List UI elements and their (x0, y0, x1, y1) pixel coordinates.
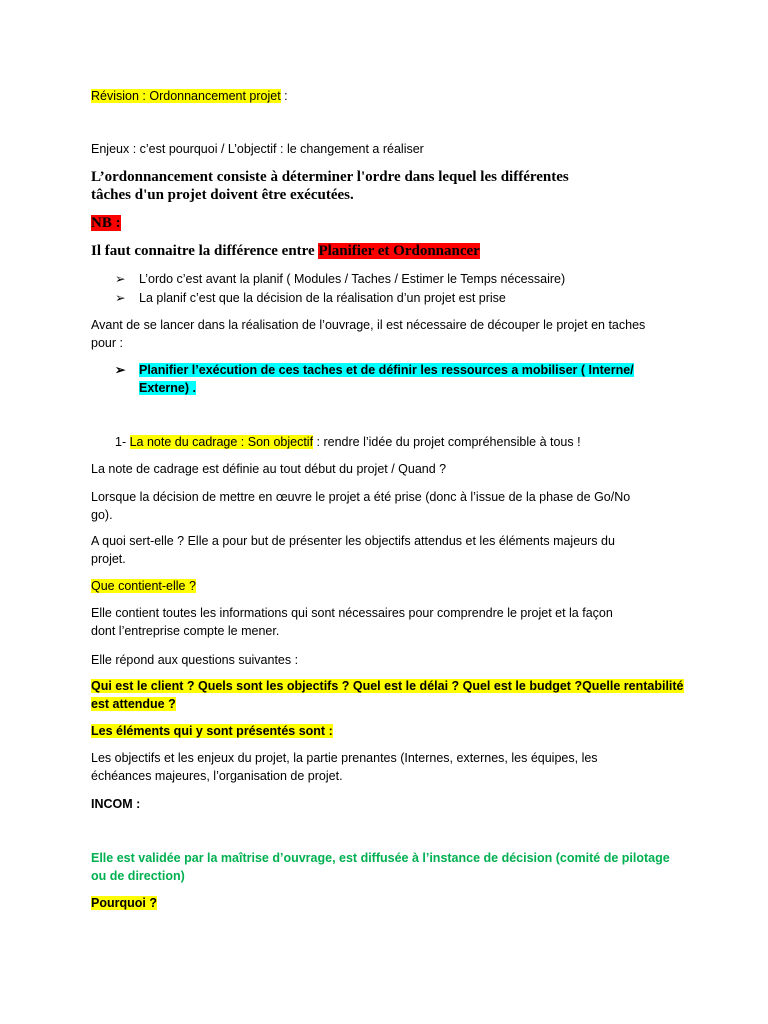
arrow-bullet-icon: ➢ (115, 363, 126, 377)
que-contient-highlight: Que contient-elle ? (91, 579, 196, 593)
section-1-highlight: La note du cadrage : Son objectif (129, 435, 314, 449)
arrow-bullet-icon: ➢ (115, 272, 126, 286)
bullet-item-2: La planif c’est que la décision de la réalisation d’un projet est prise (139, 291, 506, 305)
avant-line-1: Avant de se lancer dans la réalisation de l’ouvrage, il est nécessaire de découper le projet en taches (91, 318, 646, 332)
contient-line-1: Elle contient toutes les informations qui sont nécessaires pour comprendre le projet et la façon (91, 606, 613, 620)
repond-line: Elle répond aux questions suivantes : (91, 653, 299, 667)
nb-label (91, 214, 121, 232)
objectifs-line-1: Les objectifs et les enjeux du projet, la partie prenantes (Internes, externes, les équipes, les (91, 751, 598, 765)
pourquoi-highlight: Pourquoi ? (91, 896, 157, 910)
questions-highlight-2: est attendue ? (91, 697, 176, 711)
pourquoi-heading (91, 894, 157, 912)
note-quand-line: La note de cadrage est définie au tout début du projet / Quand ? (91, 462, 447, 476)
validee-line-2: ou de direction) (91, 869, 185, 883)
validee-line-1: Elle est validée par la maîtrise d’ouvrage, est diffusée à l’instance de décision (comité de pilotage (91, 851, 670, 865)
elements-heading (91, 722, 333, 740)
aquoi-line-2: projet. (91, 552, 126, 566)
elements-highlight: Les éléments qui y sont présentés sont : (91, 724, 333, 738)
planifier-line-2 (139, 379, 196, 397)
questions-line-2 (91, 695, 176, 713)
section-1-rest: : rendre l’idée du projet compréhensible à tous ! (313, 435, 581, 449)
title-highlight: Révision : Ordonnancement projet (91, 89, 281, 103)
enjeux-line: Enjeux : c’est pourquoi / L’objectif : le changement a réaliser (91, 142, 424, 156)
title-suffix: : (280, 89, 288, 103)
title-line (91, 87, 288, 105)
section-1-number: 1- (115, 435, 130, 449)
avant-line-2: pour : (91, 336, 123, 350)
definition-line-1: L’ordonnancement consiste à déterminer l'ordre dans lequel les différentes (91, 169, 569, 185)
difference-prefix: Il faut connaitre la différence entre (91, 243, 319, 259)
aquoi-line-1: A quoi sert-elle ? Elle a pour but de présenter les objectifs attendus et les éléments majeurs du (91, 534, 615, 548)
difference-line (91, 242, 480, 260)
planifier-highlight-1: Planifier l’exécution de ces taches et de définir les ressources a mobiliser ( Interne/ (139, 363, 634, 377)
objectifs-line-2: échéances majeures, l’organisation de projet. (91, 769, 343, 783)
questions-highlight-1: Qui est le client ? Quels sont les objectifs ? Quel est le délai ? Quel est le budget ?Quelle rentabilité (91, 679, 684, 693)
section-1-heading (115, 433, 581, 451)
lorsque-line-2: go). (91, 508, 113, 522)
questions-line-1 (91, 677, 684, 695)
lorsque-line-1: Lorsque la décision de mettre en œuvre le projet a été prise (donc à l’issue de la phase de Go/No (91, 490, 631, 504)
nb-text: NB : (91, 215, 121, 231)
contient-line-2: dont l’entreprise compte le mener. (91, 624, 280, 638)
arrow-bullet-icon: ➢ (115, 291, 126, 305)
incom-label: INCOM : (91, 797, 141, 811)
planifier-highlight-2: Externe) . (139, 381, 196, 395)
definition-line-2: tâches d'un projet doivent être exécutées. (91, 187, 354, 203)
planifier-line-1 (139, 361, 634, 379)
difference-highlight: Planifier et Ordonnancer (318, 243, 480, 259)
que-contient-heading (91, 577, 196, 595)
bullet-item-1: L’ordo c’est avant la planif ( Modules / Taches / Estimer le Temps nécessaire) (139, 272, 566, 286)
